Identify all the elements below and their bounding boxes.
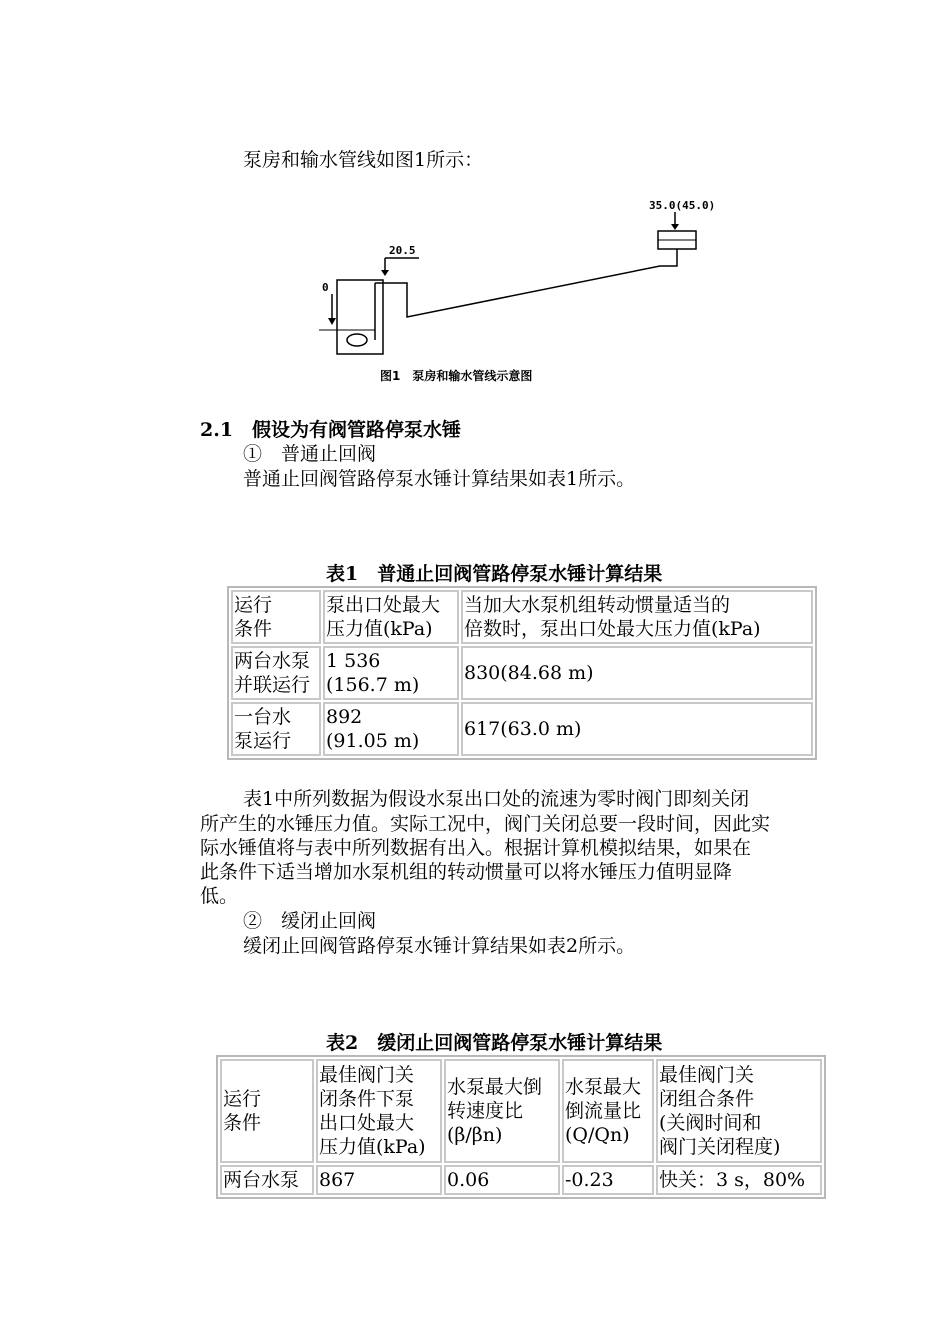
table1-cell: 892 (91.05 m) [323, 702, 459, 756]
figure-label-top-right: 35.0(45.0) [649, 199, 716, 212]
table2-header-cell: 运行 条件 [220, 1059, 314, 1163]
paragraph-line: 表1中所列数据为假设水泵出口处的流速为零时阀门即刻关闭 [243, 788, 750, 810]
item1-title: ① 普通止回阀 [243, 443, 377, 465]
item2-title: ② 缓闭止回阀 [243, 910, 377, 932]
figure-caption: 图1 泵房和输水管线示意图 [380, 369, 533, 383]
table1-cell: 一台水 泵运行 [231, 702, 321, 756]
table1-header-cell: 运行 条件 [231, 590, 321, 644]
table2 [216, 1055, 826, 1199]
table1-cell: 830(84.68 m) [461, 646, 813, 700]
table2-header-cell: 水泵最大 倒流量比 (Q/Qn) [562, 1059, 654, 1163]
table-row [231, 646, 813, 700]
paragraph-line: 所产生的水锤压力值。实际工况中，阀门关闭总要一段时间，因此实 [200, 813, 771, 835]
pipeline-figure [315, 190, 735, 390]
table1-header-cell: 泵出口处最大 压力值(kPa) [323, 590, 459, 644]
table2-title: 表2 缓闭止回阀管路停泵水锤计算结果 [326, 1032, 663, 1054]
paragraph-line: 际水锤值将与表中所列数据有出入。根据计算机模拟结果，如果在 [200, 837, 752, 859]
section-heading: 2.1 假设为有阀管路停泵水锤 [200, 419, 462, 441]
paragraph-line: 此条件下适当增加水泵机组的转动惯量可以将水锤压力值明显降 [200, 861, 733, 883]
table2-header-row [220, 1059, 822, 1163]
intro-text: 泵房和输水管线如图1所示： [243, 149, 484, 171]
table2-cell: 0.06 [444, 1165, 560, 1195]
table1-cell: 两台水泵 并联运行 [231, 646, 321, 700]
table1-header-cell: 当加大水泵机组转动惯量适当的 倍数时，泵出口处最大压力值(kPa) [461, 590, 813, 644]
table1-cell: 617(63.0 m) [461, 702, 813, 756]
table1-header-row [231, 590, 813, 644]
paragraph-line: 低。 [200, 885, 239, 907]
table2-cell: 两台水泵 [220, 1165, 314, 1195]
figure-label-zero: 0 [322, 281, 329, 294]
table2-header-cell: 最佳阀门关 闭条件下泵 出口处最大 压力值(kPa) [316, 1059, 442, 1163]
table2-cell: 快关：3 s，80% [656, 1165, 822, 1195]
item2-text: 缓闭止回阀管路停泵水锤计算结果如表2所示。 [243, 935, 636, 957]
table2-header-cell: 最佳阀门关 闭组合条件 (关阀时间和 阀门关闭程度) [656, 1059, 822, 1163]
table1-cell: 1 536 (156.7 m) [323, 646, 459, 700]
table1 [227, 586, 817, 760]
table-row [231, 702, 813, 756]
table1-title: 表1 普通止回阀管路停泵水锤计算结果 [326, 563, 663, 585]
table2-cell: 867 [316, 1165, 442, 1195]
table2-cell: -0.23 [562, 1165, 654, 1195]
table2-header-cell: 水泵最大倒 转速度比 (β/βn) [444, 1059, 560, 1163]
figure-label-pump-outlet: 20.5 [389, 244, 416, 257]
table-row [220, 1165, 822, 1195]
item1-text: 普通止回阀管路停泵水锤计算结果如表1所示。 [243, 468, 636, 490]
